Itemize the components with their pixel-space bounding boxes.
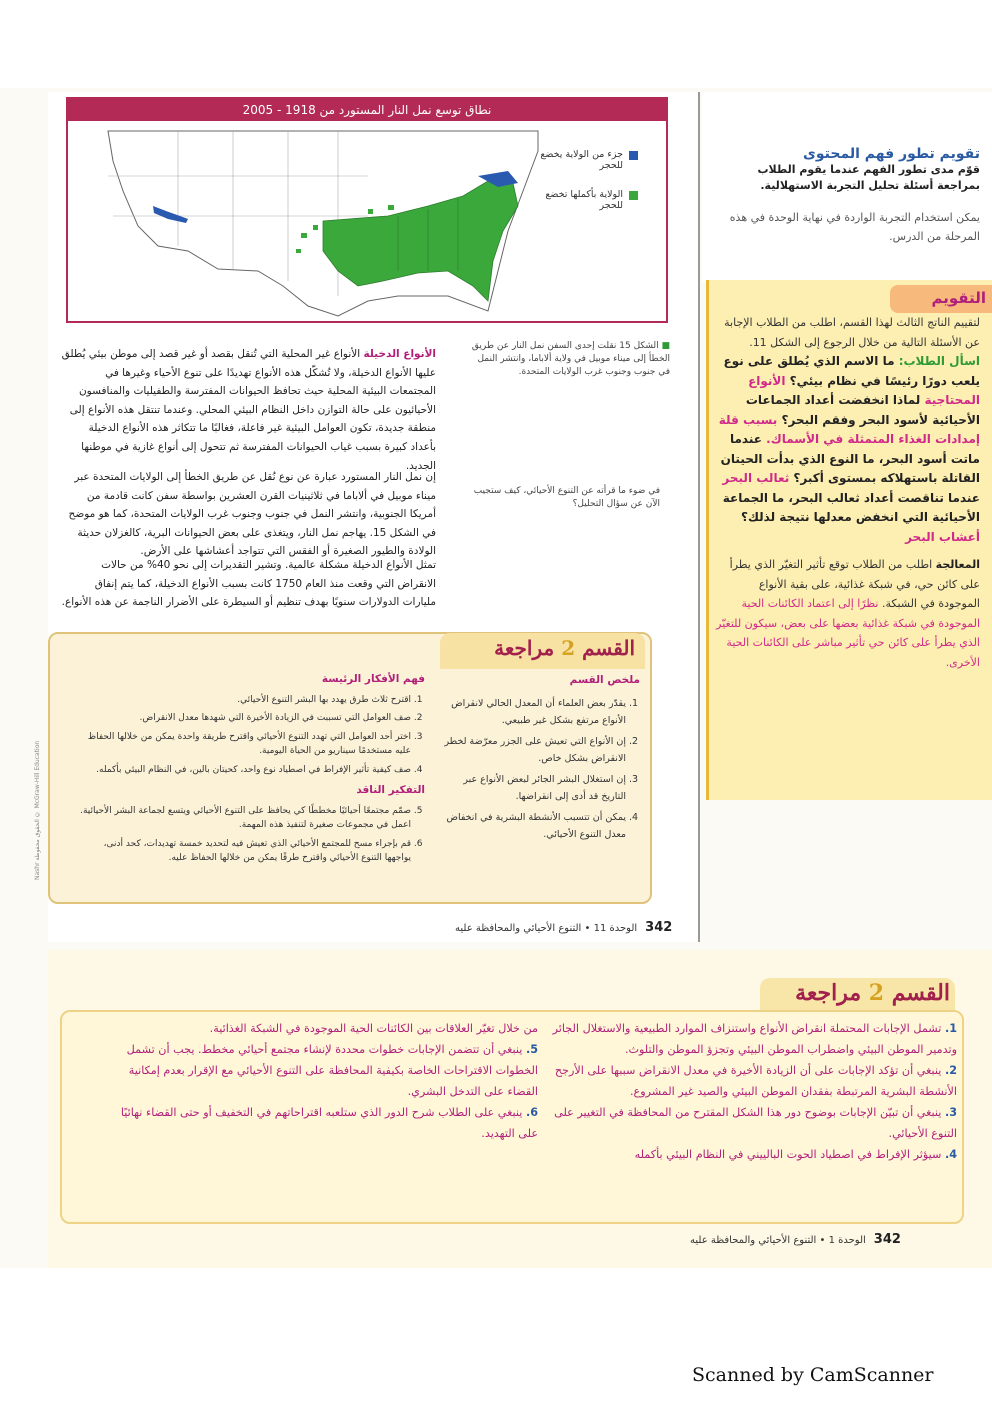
legend-partial bbox=[538, 149, 638, 171]
answer-item bbox=[545, 1144, 957, 1165]
main-ideas-heading: فهم الأفكار الرئيسة bbox=[321, 673, 425, 685]
answer-2: بسبب قلة إمدادات الغذاء المتمثلة في الأسماك. bbox=[718, 412, 980, 446]
caption-text: الشكل 15 نقلت إحدى السفن نمل النار عن طريق الخطأ إلى ميناء موبيل في ولاية ألاباما، وانتشر النمل في جنوب وجنوب غرب الولايات المتحدة. bbox=[471, 341, 670, 377]
question-4: عندما تناقصت أعداد ثعالب البحر، ما الجماعة الأحيائية التي انخفض معدلها نتيجة لذلك؟ bbox=[722, 490, 980, 524]
answer-number: 3. bbox=[944, 1106, 957, 1119]
footer-text: الوحدة 11 • التنوع الأحيائي والمحافظة عليه bbox=[455, 923, 638, 934]
critical-item: 5. صمّم مجتمعًا أحيائيًا مخططًا كي يحافظ على التنوع الأحيائي ويتسع لجماعة البشر الأحيائية. اعمل في مجموعات صغيرة لتنفيذ هذه المهمة. bbox=[80, 804, 411, 833]
main-ideas bbox=[80, 672, 425, 870]
answers-left-column bbox=[110, 1018, 538, 1144]
review-title bbox=[460, 636, 635, 660]
camscanner-watermark: Scanned by CamScanner bbox=[692, 1364, 934, 1386]
critical-item: 6. قم بإجراء مسح للمجتمع الأحيائي الذي تعيش فيه لتحديد خمسة تهديدات، كحد أدنى، يواجهها التنوع الأحيائي واقترح طرقًا يمكن من خلالها الحفاظ عليه. bbox=[80, 837, 411, 866]
answer-3: ثعالب البحر bbox=[722, 471, 790, 485]
answer-number: 5. bbox=[525, 1043, 538, 1056]
formative-note: يمكن استخدام التجربة الواردة في نهاية الوحدة في هذه المرحلة من الدرس. bbox=[729, 211, 980, 243]
answer-text: ينبغي على الطلاب شرح الدور الذي ستلعبه اقتراحاتهم في التخفيف أو حتى القضاء نهائيًا على التهديد. bbox=[120, 1106, 538, 1140]
footer-text: الوحدة 1 • التنوع الأحيائي والمحافظة عليه bbox=[690, 1235, 866, 1246]
critical-thinking-heading: التفكير الناقد bbox=[356, 784, 425, 796]
invasive-species-section bbox=[60, 345, 436, 475]
answer-title-word: القسم bbox=[891, 980, 950, 1006]
question-1: ما الاسم الذي يُطلق على نوع يلعب دورًا رئيسًا في نظام بيئي؟ bbox=[723, 354, 980, 388]
legend-label: الولاية بأكملها تخضع للحجر bbox=[545, 189, 623, 211]
answer-text: ينبغي أن تتضمن الإجابات خطوات محددة لإنشاء مجتمع أحيائي مخطط. يجب أن تشمل الخطوات الاقتراحات الخاصة بكيفية المحافظة على التنوع الأحيائي مع الإقرار بعدم إمكانية القضاء على التدخل البشري. bbox=[126, 1043, 538, 1098]
summary-item: 3. إن استغلال البشر الجائر لبعض الأنواع عبر التاريخ قد أدى إلى انقراضها. bbox=[440, 771, 626, 805]
formative-text: قوّم مدى تطور الفهم عندما يقوم الطلاب بمراجعة أسئلة تحليل التجربة الاستهلالية. bbox=[757, 163, 980, 192]
page-number: 342 bbox=[645, 920, 673, 935]
page-footer bbox=[455, 920, 672, 935]
ask-label: اسأل الطلاب: bbox=[898, 354, 980, 368]
section-heading: الأنواع الدخيلة bbox=[363, 348, 436, 360]
answer-number: 1. bbox=[944, 1022, 957, 1035]
answer-number: 2. bbox=[944, 1064, 957, 1077]
answer-item bbox=[545, 1102, 957, 1144]
answer-number: 2 bbox=[868, 980, 885, 1006]
publisher-note: Nashr الحقوق محفوظة © McGraw-Hill Education bbox=[34, 740, 41, 880]
answer-text: تشمل الإجابات المحتملة انقراض الأنواع واستنزاف الموارد الطبيعية والاستغلال الجائر وتدمير الموطن البيئي واضطراب الموطن البيئي وتجزؤ الموطن والتلوث. bbox=[552, 1022, 957, 1056]
range-map-figure bbox=[66, 97, 668, 323]
answer-number: 6. bbox=[525, 1106, 538, 1119]
side-question: في ضوء ما قرأته عن التنوع الأحيائي، كيف ستجيب الآن عن سؤال التحليل؟ bbox=[473, 486, 660, 509]
assessment-title: التقويم bbox=[931, 289, 986, 307]
remedy-label: المعالجة bbox=[935, 558, 980, 571]
legend-whole bbox=[538, 189, 638, 211]
review-title-word: القسم bbox=[582, 636, 635, 660]
question-2: لماذا انخفضت أعداد الجماعات الأحيائية لأسود البحر وفقم البحر؟ bbox=[745, 393, 980, 427]
question-3: عندما ماتت أسود البحر، ما النوع الذي بدأت الحيتان القاتلة باستهلاكه بمستوى أكبر؟ bbox=[720, 432, 980, 485]
legend-swatch-blue bbox=[629, 151, 638, 160]
legend-swatch-green bbox=[629, 191, 638, 200]
paragraph-2: إن نمل النار المستورد عبارة عن نوع نُقل عن طريق الخطأ إلى الولايات المتحدة عبر ميناء موبيل في ألاباما في ثلاثينيات القرن العشرين بواسطة سفن كانت قادمة من أمريكا الجنوبية، وانتشر النمل في جنوب وجنوب غرب الولايات المتحدة، كما هو موضح في الشكل 15. يهاجم نمل النار، ويتغذى على بعض الحيوانات البرية، كالغزلان حديثة الولادة والطيور الصغيرة أو الفقس التي تتواجد أعشاشها على الأرض. bbox=[68, 471, 436, 558]
answer-text: ينبغي أن تبيّن الإجابات بوضوح دور هذا الشكل المقترح من المحافظة في التغيير على التنوع الأحيائي. bbox=[554, 1106, 957, 1140]
answer-item bbox=[110, 1102, 538, 1144]
summary-heading: ملخص القسم bbox=[569, 674, 640, 686]
remedy-text: اطلب من الطلاب توقع تأثير التغيّر الذي يطرأ على كائن حي، في شبكة غذائية، على بقية الأنواع الموجودة في الشبكة. bbox=[729, 558, 980, 610]
answer-text: سيؤثر الإفراط في اصطياد الحوت البالييني في النظام البيئي بأكمله bbox=[634, 1148, 942, 1161]
map-title: نطاق توسع نمل النار المستورد من 1918 - 2005 bbox=[68, 99, 666, 121]
answer-key-footer bbox=[690, 1232, 901, 1247]
paragraph-1: الأنواع غير المحلية التي تُنقل بقصد أو غير قصد إلى موطن بيئي يُطلق عليها الأنواع الدخيلة، ولا تُشكّل هذه الأنواع تهديدًا على تنوع الأحياء وغيرها في المجتمعات البيئية المحلية حيث تحافظ الحيوانات المفترسة والطفيليات والمنافسون الأحيائيون على حالة التوازن داخل النظام البيئي المحلي. وعندما تنتقل هذه الأنواع إلى منطقة جديدة، تكون العوامل البيئية غير فاعلة، فغالبًا ما تتكاثر هذه الأنواع الدخيلة بأعداد كبيرة بسبب غياب الحيوانات المفترسة ثم تتحول إلى أنواع غازية في موطنها الجديد. bbox=[61, 348, 436, 472]
summary-item: 2. إن الأنواع التي تعيش على الجزر معرّضة لخطر الانقراض بشكل خاص. bbox=[440, 733, 626, 767]
answer-item bbox=[110, 1018, 538, 1039]
answer-text: ينبغي أن تؤكد الإجابات على أن الزيادة الأخيرة في معدل الانقراض سببها على الأرجح الأنشطة البشرية المرتبطة بفقدان الموطن البيئي والصيد غير المشروع. bbox=[554, 1064, 957, 1098]
review-title-rest: مراجعة bbox=[494, 636, 555, 660]
bullet-icon: ■ bbox=[658, 341, 670, 351]
review-number: 2 bbox=[561, 636, 576, 660]
main-idea-item: 3. اختر أحد العوامل التي تهدد التنوع الأحيائي واقترح طريقة واحدة يمكن من خلالها الحفاظ عليه مستخدمًا سيناريو من الحياة اليومية. bbox=[80, 730, 411, 759]
main-idea-item: 1. اقترح ثلاث طرق يهدد بها البشر التنوع الأحيائي. bbox=[80, 693, 411, 708]
legend-label: جزء من الولاية يخضع للحجر bbox=[540, 149, 623, 171]
answer-text: من خلال تغيّر العلاقات بين الكائنات الحية الموجودة في الشبكة الغذائية. bbox=[209, 1022, 538, 1035]
answers-right-column bbox=[545, 1018, 957, 1165]
remedy bbox=[716, 555, 980, 672]
assessment-body bbox=[716, 313, 980, 672]
assessment-text: لتقييم الناتج الثالث لهذا القسم، اطلب من الطلاب الإجابة عن الأسئلة التالية من خلال الرجوع إلى الشكل 11. bbox=[724, 316, 980, 349]
page-number: 342 bbox=[873, 1232, 901, 1247]
section-summary bbox=[440, 672, 640, 847]
answer-4: أعشاب البحر bbox=[905, 529, 980, 544]
answer-item bbox=[110, 1039, 538, 1102]
paragraph-3: تمثل الأنواع الدخيلة مشكلة عالمية. وتشير التقديرات إلى نحو 40% من حالات الانقراض التي وقعت منذ العام 1750 كانت بسبب الأنواع الدخيلة، كما يتم إنفاق مليارات الدولارات سنويًا بهدف تنظيم أو السيطرة على الأضرار الناجمة عن هذه الأنواع. bbox=[61, 559, 436, 609]
main-idea-item: 2. صف العوامل التي تسببت في الزيادة الأخيرة التي شهدها معدل الانقراض. bbox=[80, 711, 411, 726]
figure-caption bbox=[470, 340, 670, 379]
summary-item: 4. يمكن أن تتسبب الأنشطة البشرية في انخفاض معدل التنوع الأحيائي. bbox=[440, 809, 626, 843]
answer-key-title bbox=[765, 980, 950, 1006]
summary-item: 1. يقدّر بعض العلماء أن المعدل الحالي لانقراض الأنواع مرتفع بشكل غير طبيعي. bbox=[440, 695, 626, 729]
formative-assessment bbox=[716, 146, 980, 246]
answer-title-rest: مراجعة bbox=[795, 980, 862, 1006]
ask-students bbox=[716, 352, 980, 547]
main-idea-item: 4. صف كيفية تأثير الإفراط في اصطياد نوع واحد، كحيتان بالين، في النظام البيئي بأكمله. bbox=[80, 763, 411, 778]
answer-item bbox=[545, 1060, 957, 1102]
formative-title: تقويم تطور فهم المحتوى bbox=[803, 146, 980, 162]
answer-number: 4. bbox=[944, 1148, 957, 1161]
map-legend bbox=[538, 149, 638, 229]
answer-1: الأنواع المحتاجية bbox=[748, 373, 980, 407]
remedy-answer: نظرًا إلى اعتماد الكائنات الحية الموجودة في شبكة غذائية بعضها على بعض، سيكون للتغيّر الذي يطرأ على كائن حي تأثير مباشر على الكائنات الحية الأخرى. bbox=[716, 597, 980, 669]
answer-item bbox=[545, 1018, 957, 1060]
